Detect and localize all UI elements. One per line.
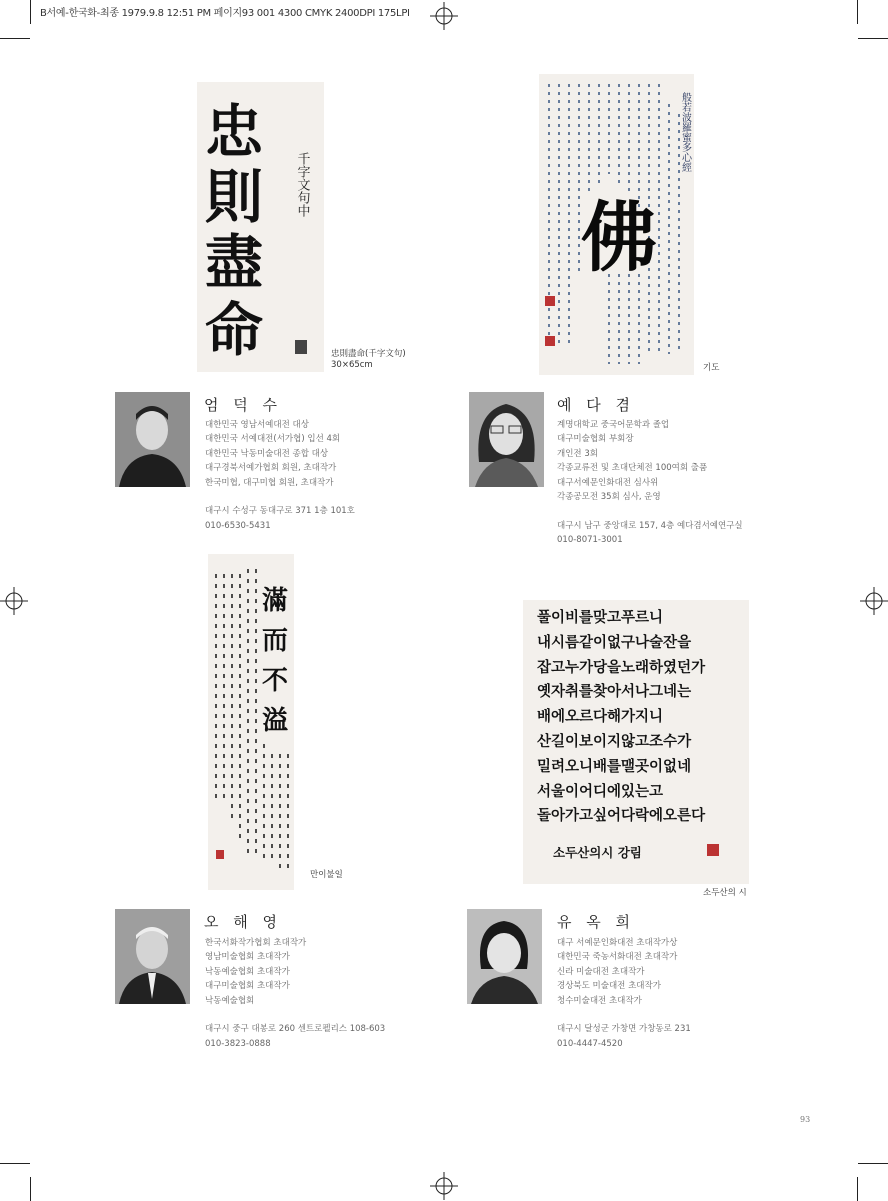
bio-line: 한국미협, 대구미협 회원, 초대작가 — [205, 477, 334, 488]
bio-line: 대구 서예문인화대전 초대작가상 — [557, 938, 678, 948]
artist-phone: 010-6530-5431 — [205, 520, 271, 531]
bio-line: 계명대학교 중국어문학과 졸업 — [557, 420, 670, 430]
poem-line: 옛자취를찾아서나그네는 — [537, 683, 692, 701]
artist-name: 유 옥 희 — [557, 913, 636, 931]
artwork-calligraphy-3 — [208, 554, 294, 890]
artwork-caption — [703, 363, 719, 374]
artist-address: 대구시 중구 대봉로 260 센트로펠리스 108-603 — [205, 1024, 386, 1035]
bio-line: 개인전 3회 — [557, 448, 598, 459]
bio-line: 대구서예문인화대전 심사위 — [557, 477, 659, 488]
artist-address: 대구시 수성구 동대구로 371 1층 101호 — [205, 506, 355, 517]
poem-line: 잡고누가당을노래하였던가 — [537, 658, 706, 676]
bio-line: 낙동예술협회 — [205, 995, 255, 1006]
crop-mark — [858, 38, 888, 39]
main-glyph: 滿 — [262, 586, 289, 616]
main-glyph: 忠 — [205, 98, 264, 166]
artist-photo — [467, 909, 542, 1004]
bio-line: 청수미술대전 초대작가 — [557, 995, 642, 1006]
artist-bio — [205, 418, 355, 533]
calligraphy-image — [539, 74, 694, 375]
crop-mark — [30, 1177, 31, 1201]
poem-line: 내시름같이없구나술잔을 — [537, 633, 692, 651]
main-glyph: 不 — [262, 666, 289, 696]
registration-mark-icon — [860, 587, 888, 615]
side-inscription: 般若波羅蜜多心經 — [679, 92, 691, 172]
calligraphy-image — [208, 554, 294, 890]
bio-line: 신라 미술대전 초대작가 — [557, 966, 645, 977]
artist-bio — [205, 936, 385, 1051]
crop-mark — [0, 38, 30, 39]
poem-signature: 소두산의시 강림 — [553, 845, 642, 860]
artist-photo — [469, 392, 544, 487]
poem-line: 돌아가고싶어다락에오른다 — [537, 807, 706, 825]
caption-title: 忠則盡命(千字文句) — [331, 349, 406, 359]
poem-line: 풀이비를맞고푸르니 — [537, 609, 664, 626]
crop-mark — [857, 1177, 858, 1201]
poem-text — [537, 606, 705, 829]
artist-phone: 010-4447-4520 — [557, 1038, 623, 1049]
crop-mark — [0, 1163, 30, 1164]
bio-line: 경상북도 미술대전 초대작가 — [557, 981, 661, 992]
artist-name: 오 해 영 — [204, 913, 283, 931]
caption-title: 기도 — [703, 363, 720, 373]
bio-line: 대구경북서예가협회 회원, 초대작가 — [205, 463, 337, 474]
bio-line: 대한민국 죽농서화대전 초대작가 — [557, 952, 678, 963]
caption-title: 만이불일 — [310, 870, 343, 880]
artist-phone: 010-8071-3001 — [557, 535, 623, 546]
bio-line: 한국서화작가협회 초대작가 — [205, 938, 307, 948]
bio-line: 각종교류전 및 초대단체전 100여회 출품 — [557, 463, 708, 474]
poem-line: 밀려오니배를맬곳이없네 — [537, 757, 692, 775]
main-glyph: 盡 — [205, 228, 264, 296]
main-glyph: 則 — [205, 163, 264, 231]
registration-mark-icon — [0, 587, 28, 615]
calligraphy-image — [197, 82, 324, 372]
bio-line: 영남미술협회 초대작가 — [205, 952, 290, 963]
poem-line: 배에오르다해가지니 — [537, 708, 664, 726]
artist-name: 엄 덕 수 — [204, 396, 283, 414]
poem-line: 서울이어디에있는고 — [537, 782, 664, 800]
bio-line: 대한민국 영남서예대전 대상 — [205, 420, 309, 430]
artist-photo — [115, 909, 190, 1004]
bio-line: 대구미술협회 부회장 — [557, 434, 634, 445]
main-glyph: 而 — [262, 626, 289, 656]
main-glyph: 溢 — [262, 706, 289, 736]
artist-bio — [557, 418, 743, 548]
crop-mark — [857, 0, 858, 24]
bio-line: 각종공모전 35회 심사, 운영 — [557, 492, 661, 503]
artist-photo — [115, 392, 190, 487]
bio-line: 낙동예술협회 초대작가 — [205, 966, 290, 977]
registration-mark-icon — [430, 2, 458, 30]
bio-line: 대구미술협회 초대작가 — [205, 981, 290, 992]
bio-line: 대한민국 서예대전(서가협) 입선 4회 — [205, 434, 341, 445]
print-slug-line: B서예-한국화-최종 1979.9.8 12:51 PM 페이지93 001 4300 CMYK 2400DPI 175LPI — [40, 8, 410, 19]
artwork-calligraphy-4 — [523, 600, 749, 884]
artist-bio — [557, 936, 691, 1051]
artist-name: 예 다 겸 — [557, 396, 636, 414]
artist-address: 대구시 달성군 가창면 가창동로 231 — [557, 1024, 691, 1035]
artwork-caption — [310, 870, 343, 881]
main-glyph: 命 — [205, 296, 264, 364]
crop-mark — [858, 1163, 888, 1164]
artist-address: 대구시 남구 중앙대로 157, 4층 예다겸서예연구실 — [557, 520, 743, 531]
registration-mark-icon — [430, 1172, 458, 1200]
seal-stamp — [707, 844, 719, 856]
poem-line: 산길이보이지않고조수가 — [537, 732, 692, 750]
caption-title: 소두산의 시 — [703, 888, 747, 898]
bio-line: 대한민국 낙동미술대전 종합 대상 — [205, 448, 329, 459]
artwork-calligraphy-1 — [197, 82, 324, 372]
page-number: 93 — [800, 1115, 811, 1124]
artwork-calligraphy-2 — [539, 74, 694, 375]
caption-size: 30×65cm — [331, 360, 373, 370]
artwork-caption — [703, 888, 747, 899]
artist-phone: 010-3823-0888 — [205, 1038, 271, 1049]
side-inscription: 千字文句中 — [294, 152, 310, 217]
artwork-caption — [331, 349, 406, 371]
crop-mark — [30, 0, 31, 24]
main-glyph: 佛 — [581, 193, 657, 282]
